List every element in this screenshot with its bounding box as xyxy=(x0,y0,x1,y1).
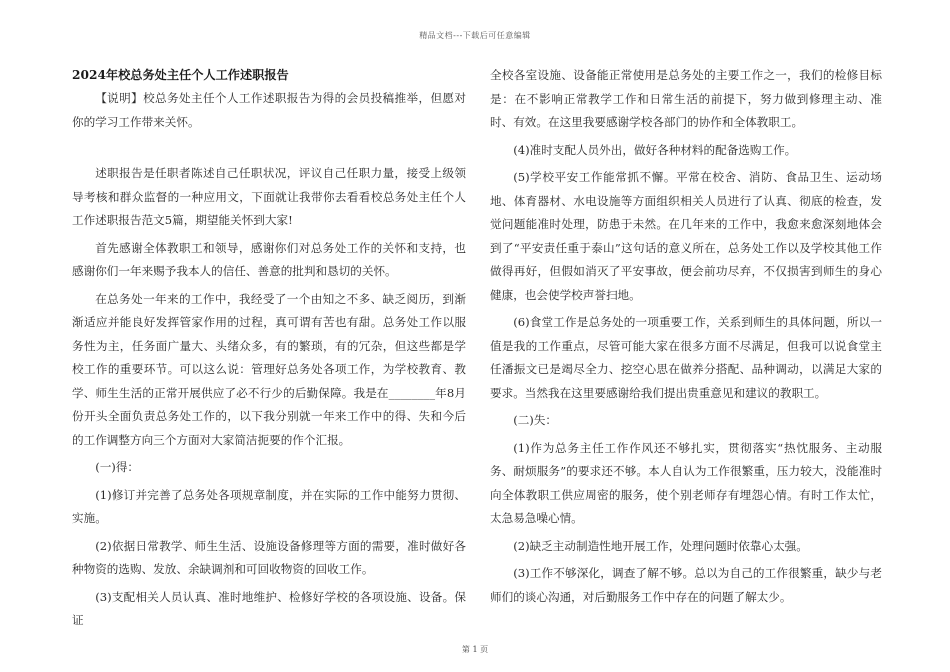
paragraph-gain-2: (2)依据日常教学、师生生活、设施设备修理等方面的需要，准时做好各种物资的选购、发放、余缺调剂和可回收物资的回收工作。 xyxy=(72,538,466,576)
paragraph-gain-6: (6)食堂工作是总务处的一项重要工作，关系到师生的具体问题，所以一值是我的工作重点，尽管可能大家在很多方面不尽满足，但我可以说食堂主任潘振文已是竭尽全力、挖空心思在做养分搭配、品种调动，以满足大家的要求。当然我在这里要感谢给我们提出贵重意见和建议的教职工。 xyxy=(490,315,882,400)
paragraph-loss-3: (3)工作不够深化，调查了解不够。总以为自己的工作很繁重，缺少与老师们的谈心沟通，对后勤服务工作中存在的问题了解太少。 xyxy=(490,566,882,604)
paragraph-overview: 在总务处一年来的工作中，我经受了一个由知之不多、缺乏阅历，到渐渐适应并能良好发挥管家作用的过程，真可谓有苦也有甜。总务处工作以服务性为主，任务面广量大、头绪众多，有的繁琐，有的冗杂，但这些都是学校工作的重要环节。可以这么说：管理好总务处各项工作，为学校教育、教学、师生生活的正常开展供应了必不行少的后勤保障。我是在________年8月份开头全面负责总务处工作的，以下我分别就一年来工作中的得、失和今后的工作调整方向三个方面对大家简洁扼要的作个汇报。 xyxy=(72,291,466,447)
paragraph-intro: 述职报告是任职者陈述自己任职状况，评议自己任职力量，接受上级领导考核和群众监督的一种应用文，下面就让我带你去看看校总务处主任个人工作述职报告范文5篇，期望能关怀到大家! xyxy=(72,166,466,227)
paragraph-loss-2: (2)缺乏主动制造性地开展工作，处理问题时依靠心太强。 xyxy=(513,538,808,553)
page-header: 精品文档---下载后可任意编辑 xyxy=(419,31,531,40)
paragraph-gain-3-continued: 全校各室设施、设备能正常使用是总务处的主要工作之一，我们的检修目标是：在不影响正常教学工作和日常生活的前提下，努力做到修理主动、准时、有效。在这里我要感谢学校各部门的协作和全体教职工。 xyxy=(490,68,882,129)
left-column xyxy=(72,64,466,637)
paragraph-gain-3: (3)支配相关人员认真、准时地维护、检修好学校的各项设施、设备。保证 xyxy=(72,589,466,627)
paragraph-gain-5: (5)学校平安工作能常抓不懈。平常在校舍、消防、食品卫生、运动场地、体育器材、水电设施等方面组织相关人员进行了认真、彻底的检查，发觉问题能准时处理，防患于未然。在几年来的工作中，我愈来愈深刻地体会到了“平安责任重于泰山”这句话的意义所在，总务处工作以及学校其他工作做得再好，但假如消灭了平安事故，便会前功尽弃，不仅损害到师生的身心健康，也会使学校声誉扫地。 xyxy=(490,170,882,302)
right-column xyxy=(490,64,882,613)
paragraph-gap xyxy=(72,138,466,162)
paragraph-gain-4: (4)准时支配人员外出，做好各种材料的配备选购工作。 xyxy=(513,142,797,157)
section-heading-losses: (二)失： xyxy=(513,413,558,427)
section-heading-gains: (一)得： xyxy=(95,460,140,474)
paragraph-thanks: 首先感谢全体教职工和领导，感谢你们对总务处工作的关怀和支持，也感谢你们一年来赐予我本人的信任、善意的批判和恳切的关怀。 xyxy=(72,240,466,278)
paragraph-loss-1: (1)作为总务主任工作作风还不够扎实，贯彻落实“热忱服务、主动服务、耐烦服务”的要求还不够。本人自认为工作很繁重，压力较大，没能准时向全体教职工供应周密的服务，使个别老师存有埋怨心情。有时工作太忙，太急易急噪心情。 xyxy=(490,440,882,525)
paragraph-note: 【说明】校总务处主任个人工作述职报告为得的会员投稿推举，但愿对你的学习工作带来关怀。 xyxy=(72,91,466,129)
page-number: 第 1 页 xyxy=(461,645,489,654)
paragraph-gain-1: (1)修订并完善了总务处各项规章制度，并在实际的工作中能努力贯彻、实施。 xyxy=(72,487,466,525)
document-title: 2024年校总务处主任个人工作述职报告 xyxy=(72,68,289,82)
